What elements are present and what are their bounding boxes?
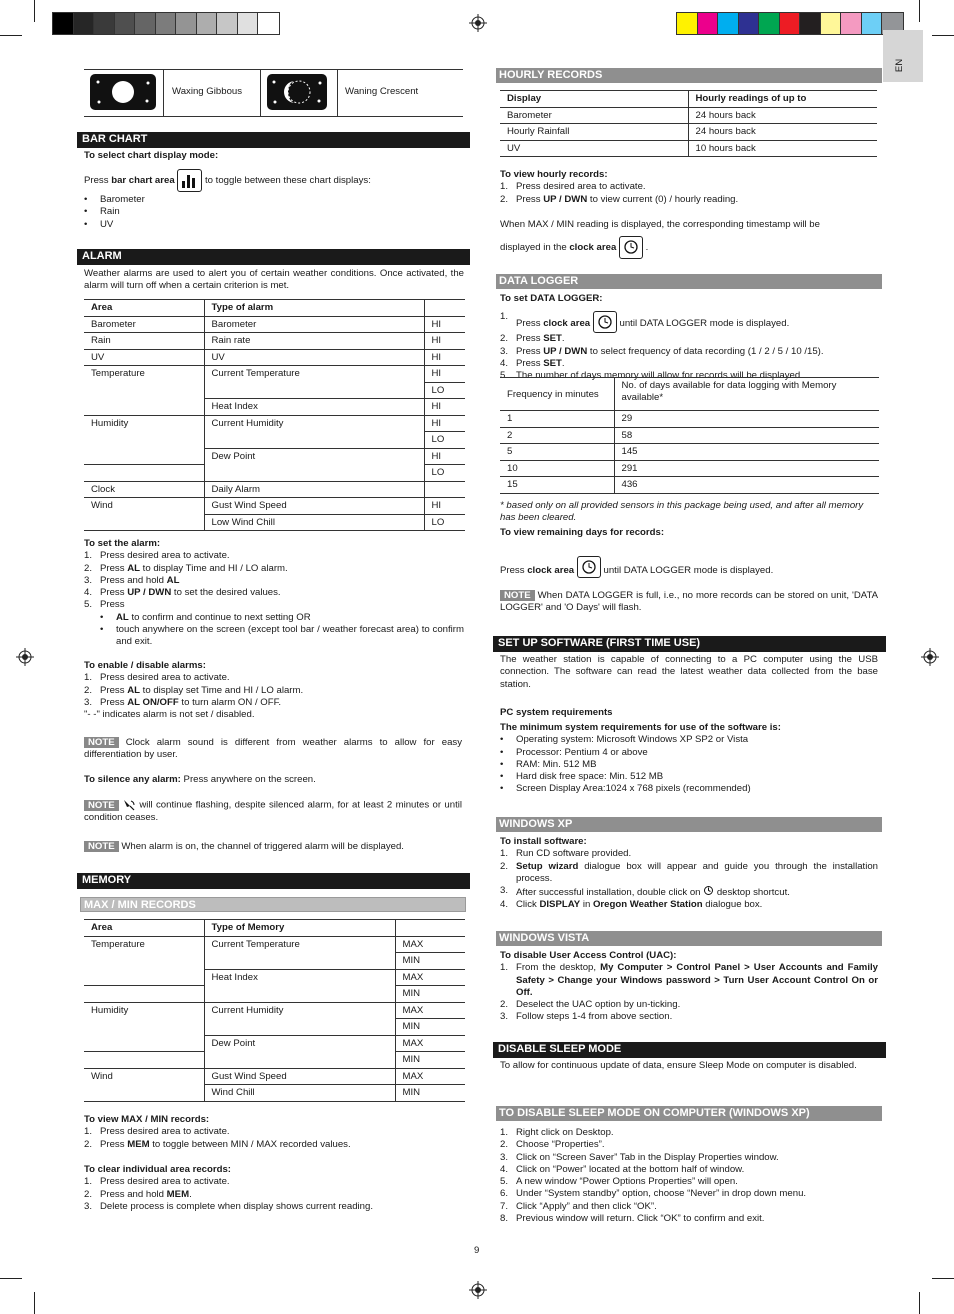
table-cell: Dew Point	[204, 1035, 395, 1052]
table-cell	[204, 1052, 395, 1069]
list-item: 1. Press desired area to activate.	[84, 672, 230, 684]
list-item: 2. Press AL to display set Time and HI / LO alarm.	[84, 684, 304, 696]
color-swatch	[53, 13, 74, 34]
color-swatch	[115, 13, 136, 34]
table-row	[500, 124, 877, 141]
list-item: 4. Press SET.	[500, 357, 565, 369]
table-row	[84, 349, 465, 366]
list-item: 1. Right click on Desktop.	[500, 1127, 614, 1138]
bar-chart-list	[84, 194, 145, 231]
registration-mark-icon	[469, 1281, 487, 1299]
table-cell: MIN	[395, 953, 465, 970]
table-row	[84, 1052, 465, 1069]
table-cell: Gust Wind Speed	[204, 1068, 395, 1085]
table-cell	[84, 969, 204, 986]
list-item: 2. Press and hold MEM.	[84, 1188, 192, 1200]
bar-chart-instruction: Press bar chart area to toggle between these chart displays:	[84, 169, 464, 192]
color-swatch	[800, 13, 821, 34]
table-cell: MAX	[395, 1002, 465, 1019]
table-cell: Humidity	[91, 417, 129, 429]
table-cell: Hourly readings of up to	[688, 91, 877, 108]
list-item: 4. Click DISPLAY in Oregon Weather Station dialogue box.	[500, 899, 763, 911]
list-item: 2. Choose “Properties”.	[500, 1139, 605, 1151]
table-cell: No. of days available for data logging with Memory available*	[614, 378, 879, 411]
table-cell: Wind	[91, 500, 113, 511]
table-cell: Daily Alarm	[204, 481, 424, 498]
list-item: 3. Press UP / DWN to select frequency of data recording (1 / 2 / 5 / 10 /15).	[500, 345, 824, 357]
registration-mark-icon	[469, 14, 487, 32]
section-header-memory: MEMORY	[77, 873, 470, 889]
table-cell: 5	[500, 444, 614, 461]
data-logger-footnote: * based only on all provided sensors in this package being used, and after all memory has been cleared.	[500, 500, 864, 524]
table-cell: 2	[500, 427, 614, 444]
table-row	[84, 514, 465, 531]
table-header	[84, 920, 465, 937]
table-row	[84, 333, 465, 350]
table-cell: 145	[614, 444, 879, 461]
table-cell: Type of alarm	[204, 300, 424, 317]
data-logger-note: NOTE When DATA LOGGER is full, i.e., no more records can be stored on unit, 'DATA LOGGER' and 'O Days' will flash.	[500, 590, 878, 614]
table-cell: Barometer	[204, 316, 424, 333]
table-cell: Low Wind Chill	[204, 514, 424, 531]
list-item: 3. Press AL ON/OFF to turn alarm ON / OFF.	[84, 696, 282, 708]
list-item: 7. Click “Apply” and then click “OK”.	[500, 1200, 657, 1212]
list-item: 2. Press AL to display Time and HI / LO alarm.	[84, 562, 288, 574]
table-cell	[204, 986, 395, 1003]
color-swatch	[698, 13, 719, 34]
list-item: • Screen Display Area:1024 x 768 pixels (recommended)	[500, 783, 751, 795]
table-cell: Current Humidity	[204, 1002, 395, 1019]
table-cell: Display	[500, 91, 688, 108]
table-cell: 1	[500, 411, 614, 428]
registration-mark-icon	[16, 648, 34, 666]
list-item: 1. Press desired area to activate.	[84, 1126, 230, 1138]
section-header-windows-vista: WINDOWS VISTA	[496, 931, 882, 946]
table-cell: Clock	[84, 481, 204, 498]
table-row	[84, 316, 465, 333]
list-item: • Barometer	[84, 194, 145, 205]
color-swatch	[677, 13, 698, 34]
table-cell: MIN	[395, 986, 465, 1003]
desktop-shortcut-icon	[703, 885, 714, 896]
table-cell: LO	[424, 382, 465, 399]
table-cell: Wind	[91, 1070, 113, 1082]
data-logger-table	[500, 377, 879, 494]
moon-waxing-gibbous-icon	[90, 74, 156, 110]
list-item: 2. Deselect the UAC option by un-ticking.	[500, 999, 681, 1011]
moon-phase-label: Waning Crescent	[345, 86, 419, 97]
table-row	[84, 986, 465, 1003]
list-item: • touch anywhere on the screen (except tool bar / weather forecast area) to confirm and exit.	[100, 624, 464, 648]
table-cell: UV	[204, 349, 424, 366]
table-cell: Current Humidity	[204, 415, 424, 432]
table-row	[84, 465, 465, 482]
table-header	[500, 91, 877, 108]
color-swatch	[176, 13, 197, 34]
table-cell: Wind Chill	[204, 1085, 395, 1102]
table-cell: 10 hours back	[688, 140, 877, 157]
table-cell: 24 hours back	[688, 107, 877, 124]
color-swatch	[238, 13, 259, 34]
table-cell	[84, 448, 204, 465]
table-cell: Dew Point	[204, 448, 424, 465]
clock-icon	[577, 556, 601, 578]
table-header	[84, 300, 465, 317]
sleep-mode-text: To allow for continuous update of data, ensure Sleep Mode on computer is disabled.	[500, 1060, 857, 1071]
table-cell	[84, 986, 204, 1003]
color-swatch	[718, 13, 739, 34]
table-cell	[204, 382, 424, 399]
table-cell	[84, 1035, 204, 1052]
table-cell: HI	[424, 448, 465, 465]
color-swatch	[821, 13, 842, 34]
list-item: • Operating system: Microsoft Windows XP SP2 or Vista	[500, 734, 749, 746]
table-cell	[84, 382, 204, 399]
table-cell	[84, 953, 204, 970]
table-cell: 29	[614, 411, 879, 428]
alarm-note-2: NOTE will continue flashing, despite silenced alarm, for at least 2 minutes or until condition ceases.	[84, 799, 462, 823]
table-cell: Humidity	[91, 1004, 129, 1016]
table-cell: Current Temperature	[204, 366, 424, 383]
table-cell: HI	[424, 399, 465, 416]
color-swatch	[739, 13, 760, 34]
table-row	[84, 953, 465, 970]
table-row	[84, 969, 465, 986]
table-cell	[204, 1019, 395, 1036]
section-header-data-logger: DATA LOGGER	[496, 274, 882, 289]
enable-alarm-section: To enable / disable alarms: 1. Press desired area to activate. 2. Press AL to display set Time and HI / LO alarm. 3. Press AL ON/OFF to turn alarm ON / OFF. "- -" indicates alarm is not set / disabled.	[84, 660, 464, 721]
list-item: 2. Press SET.	[500, 333, 565, 345]
table-cell: Area	[84, 300, 204, 317]
table-row	[84, 1085, 465, 1102]
table-row	[84, 1002, 465, 1019]
alarm-table	[84, 299, 465, 531]
color-swatch	[156, 13, 177, 34]
table-cell: Hourly Rainfall	[500, 124, 688, 141]
list-item: • RAM: Min. 512 MB	[500, 758, 597, 770]
table-cell: Frequency in minutes	[500, 378, 614, 411]
table-row	[500, 411, 879, 428]
list-item: 3. Click on “Screen Saver” Tab in the Display Properties window.	[500, 1151, 779, 1163]
table-cell: LO	[424, 465, 465, 482]
table-cell: Heat Index	[204, 969, 395, 986]
list-item: 1. From the desktop, My Computer > Control Panel > User Accounts and Family Safety > Change your Windows password > Turn User Account Control On or Off.	[500, 962, 878, 998]
color-swatch	[74, 13, 95, 34]
alarm-note-3: NOTE When alarm is on, the channel of triggered alarm will be displayed.	[84, 841, 462, 853]
table-cell	[424, 300, 465, 317]
table-cell: 24 hours back	[688, 124, 877, 141]
table-row	[84, 936, 465, 953]
color-swatch	[94, 13, 115, 34]
table-row	[84, 415, 465, 432]
table-row	[500, 140, 877, 157]
table-header	[500, 378, 879, 411]
software-intro: The weather station is capable of connecting to a PC computer using the USB connection. The software can read the latest weather data collected from the base station.	[500, 654, 878, 690]
table-cell: Temperature	[91, 938, 145, 950]
list-item: 5. Press	[84, 599, 125, 611]
list-item: 2. Press UP / DWN to view current (0) / hourly reading.	[500, 193, 739, 205]
table-cell: UV	[500, 140, 688, 157]
list-item: 6. Under “System standby” option, choose “Never” in drop down menu.	[500, 1188, 807, 1200]
table-cell: 15	[500, 477, 614, 494]
hourly-clock-area-text: displayed in the clock area .	[500, 236, 648, 259]
silence-alarm: To silence any alarm: Press anywhere on the screen.	[84, 774, 316, 785]
list-item: 1. Run CD software provided.	[500, 848, 632, 860]
list-item: 5. The number of days memory will allow for records will be displayed.	[500, 370, 803, 382]
list-item: 1. Press desired area to activate.	[84, 1176, 230, 1188]
view-max-min-section: To view MAX / MIN records: 1. Press desired area to activate. 2. Press MEM to toggle between MIN / MAX recorded values.	[84, 1114, 464, 1151]
table-cell: HI	[424, 415, 465, 432]
table-cell: HI	[424, 349, 465, 366]
table-cell: HI	[424, 498, 465, 515]
list-item: 3. Press and hold AL	[84, 574, 180, 586]
list-item: • UV	[84, 218, 114, 230]
table-cell	[395, 920, 465, 937]
table-row	[84, 481, 465, 498]
table-cell	[84, 514, 204, 531]
color-swatch	[135, 13, 156, 34]
list-item: 1. Press clock area until DATA LOGGER mode is displayed.	[500, 311, 880, 333]
table-cell: MIN	[395, 1085, 465, 1102]
table-row	[84, 432, 465, 449]
list-item: 5. A new window “Power Options Properties” will open.	[500, 1176, 738, 1188]
section-header-hourly-records: HOURLY RECORDS	[496, 68, 882, 83]
clock-icon	[619, 236, 643, 259]
bar-chart-icon	[177, 169, 202, 192]
table-row	[84, 382, 465, 399]
list-item: 4. Click on “Power” located at the bottom half of window.	[500, 1163, 745, 1175]
table-row	[500, 444, 879, 461]
table-cell: HI	[424, 316, 465, 333]
remaining-days-text: Press clock area until DATA LOGGER mode is displayed.	[500, 556, 773, 578]
list-item: 8. Previous window will return. Click “OK” to confirm and exit.	[500, 1213, 765, 1225]
table-row	[84, 1019, 465, 1036]
table-cell: UV	[84, 349, 204, 366]
list-item: • Processor: Pentium 4 or above	[500, 746, 648, 758]
table-cell: MAX	[395, 1068, 465, 1085]
list-item: 2. Press MEM to toggle between MIN / MAX recorded values.	[84, 1138, 351, 1150]
table-row	[84, 1035, 465, 1052]
note-badge: NOTE	[500, 590, 535, 601]
table-cell: MAX	[395, 969, 465, 986]
table-cell: MIN	[395, 1052, 465, 1069]
table-cell: 436	[614, 477, 879, 494]
view-hourly-section: To view hourly records: 1. Press desired area to activate. 2. Press UP / DWN to view current (0) / hourly reading.	[500, 169, 880, 206]
data-logger-section: To set DATA LOGGER: 1. Press clock area until DATA LOGGER mode is displayed. 2. Press SET. 3. Press UP / DWN to select frequency of data recording (1 / 2 / 5 / 10 /15). 4. Press SET. 5. The number of days memory will allow for records will be displayed.	[500, 293, 880, 382]
list-item: 3. After successful installation, double click on desktop shortcut.	[500, 885, 790, 899]
page-number: 9	[474, 1245, 480, 1256]
table-row	[84, 399, 465, 416]
table-cell	[84, 432, 204, 449]
table-row	[84, 498, 465, 515]
table-cell: Barometer	[84, 316, 204, 333]
moon-table	[84, 69, 463, 117]
table-row	[500, 107, 877, 124]
color-swatch	[862, 13, 883, 34]
table-cell: HI	[424, 333, 465, 350]
hourly-maxmin-text: When MAX / MIN reading is displayed, the corresponding timestamp will be	[500, 219, 820, 230]
clear-records-section: To clear individual area records: 1. Press desired area to activate. 2. Press and hold MEM. 3. Delete process is complete when display shows current reading.	[84, 1164, 464, 1213]
alarm-bell-icon	[122, 799, 136, 811]
table-cell: MAX	[395, 1035, 465, 1052]
table-cell: Current Temperature	[204, 936, 395, 953]
color-swatch	[197, 13, 218, 34]
alarm-note-1: NOTE Clock alarm sound is different from weather alarms to allow for easy differentiation by user.	[84, 737, 462, 761]
subsection-header-max-min: MAX / MIN RECORDS	[80, 897, 466, 912]
color-swatch	[258, 13, 279, 34]
table-row	[500, 460, 879, 477]
bar-chart-heading: To select chart display mode:	[84, 150, 219, 161]
set-alarm-section: To set the alarm: 1. Press desired area to activate. 2. Press AL to display Time and HI / LO alarm. 3. Press and hold AL 4. Press UP / DWN to set the desired values. 5. Press • AL to confirm and continue to next setting OR • touch anywhere on the screen (except tool bar / weather forecast area) to confirm and exit.	[84, 538, 464, 648]
moon-phase-label: Waxing Gibbous	[172, 86, 243, 97]
table-cell: Gust Wind Speed	[204, 498, 424, 515]
table-cell: Barometer	[500, 107, 688, 124]
section-header-disable-sleep-mode: DISABLE SLEEP MODE	[493, 1042, 886, 1058]
table-row	[84, 366, 465, 383]
registration-mark-icon	[921, 648, 939, 666]
table-cell: MIN	[395, 1019, 465, 1036]
table-cell	[84, 1019, 204, 1036]
note-badge: NOTE	[84, 800, 119, 811]
table-cell: Type of Memory	[204, 920, 395, 937]
color-swatch	[759, 13, 780, 34]
hourly-records-table	[500, 90, 877, 157]
list-item: 1. Press desired area to activate.	[500, 181, 646, 193]
section-header-windows-xp: WINDOWS XP	[496, 817, 882, 832]
table-cell	[84, 1085, 204, 1102]
table-row	[84, 1068, 465, 1085]
table-cell: 291	[614, 460, 879, 477]
section-header-set-up-software: SET UP SOFTWARE (FIRST TIME USE)	[493, 636, 886, 652]
list-item: • AL to confirm and continue to next setting OR	[100, 611, 311, 623]
list-item: • Rain	[84, 206, 120, 218]
table-cell: HI	[424, 366, 465, 383]
table-cell: Rain rate	[204, 333, 424, 350]
language-tab	[883, 30, 923, 82]
table-cell: 10	[500, 460, 614, 477]
list-item: 1. Press desired area to activate.	[84, 550, 230, 562]
table-cell: LO	[424, 432, 465, 449]
table-cell	[84, 465, 204, 482]
pc-requirements-heading: PC system requirements	[500, 707, 613, 718]
alarm-intro: Weather alarms are used to alert you of certain weather conditions. Once activated, the alarm will turn off when a certain criterion is met.	[84, 268, 464, 292]
table-cell	[84, 1052, 204, 1069]
table-cell: MAX	[395, 936, 465, 953]
table-cell: LO	[424, 514, 465, 531]
list-item: 4. Press UP / DWN to set the desired values.	[84, 587, 281, 599]
remaining-days-heading: To view remaining days for records:	[500, 527, 665, 538]
list-item: 3. Follow steps 1-4 from above section.	[500, 1011, 673, 1023]
table-row	[84, 448, 465, 465]
list-item: 3. Delete process is complete when display shows current reading.	[84, 1200, 374, 1212]
color-swatch	[841, 13, 862, 34]
table-row	[500, 477, 879, 494]
table-cell	[424, 481, 465, 498]
windows-vista-section: To disable User Access Control (UAC): 1. From the desktop, My Computer > Control Panel > User Accounts and Family Safety > Change your Windows password > Turn User Account Control On or Off. 2. Deselect the UAC option by un-ticking. 3. Follow steps 1-4 from above section.	[500, 950, 878, 1023]
section-header-alarm: ALARM	[77, 249, 470, 265]
color-swatch	[780, 13, 801, 34]
sleep-xp-steps	[500, 1127, 880, 1225]
table-cell: 58	[614, 427, 879, 444]
section-header-sleep-xp: TO DISABLE SLEEP MODE ON COMPUTER (WINDOWS XP)	[496, 1106, 882, 1121]
moon-waning-crescent-icon	[267, 74, 327, 110]
table-cell	[204, 953, 395, 970]
table-cell: Heat Index	[204, 399, 424, 416]
list-item: • Hard disk free space: Min. 512 MB	[500, 771, 664, 783]
requirements-section: The minimum system requirements for use of the software is: • Operating system: Microsoft Windows XP SP2 or Vista • Processor: Pentium 4 or above • RAM: Min. 512 MB • Hard disk free space: Min. 512 MB • Screen Display Area:1024 x 768 pixels (recommended)	[500, 722, 880, 796]
table-row	[500, 427, 879, 444]
clock-icon	[593, 311, 617, 333]
color-swatch	[217, 13, 238, 34]
windows-xp-section: To install software: 1. Run CD software provided. 2. Setup wizard dialogue box will appear and guide you through the installation process. 3. After successful installation, double click on desktop shortcut. 4. Click DISPLAY in Oregon Weather Station dialogue box.	[500, 836, 878, 911]
table-cell: Area	[84, 920, 204, 937]
note-badge: NOTE	[84, 737, 119, 748]
section-header-bar-chart: BAR CHART	[77, 132, 470, 148]
table-cell	[204, 465, 424, 482]
table-cell	[204, 432, 424, 449]
memory-table	[84, 919, 465, 1102]
table-cell: Temperature	[91, 368, 145, 379]
table-cell: Rain	[84, 333, 204, 350]
list-item: 2. Setup wizard dialogue box will appear and guide you through the installation process.	[500, 860, 878, 884]
table-cell	[84, 399, 204, 416]
language-label: EN	[894, 58, 906, 73]
note-badge: NOTE	[84, 841, 119, 852]
